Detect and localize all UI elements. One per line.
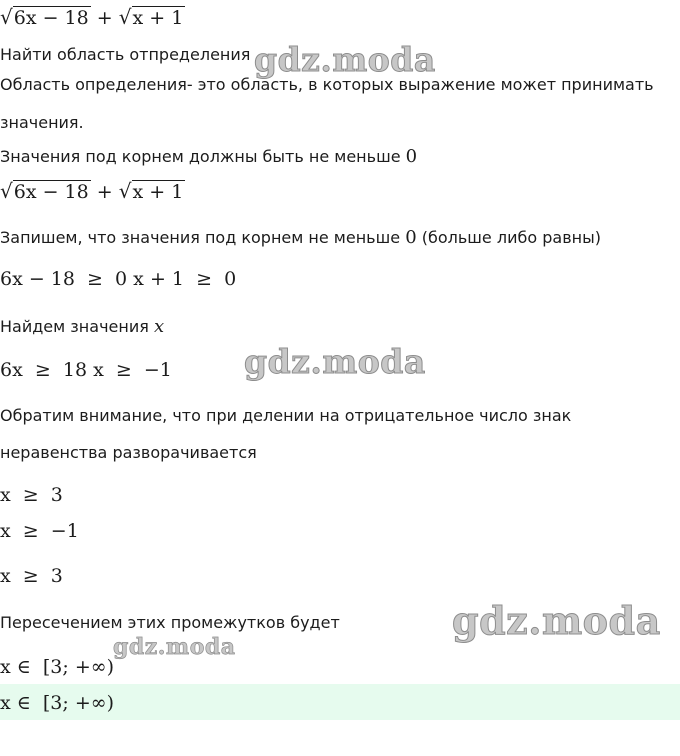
watermark-2: gdz.moda bbox=[244, 342, 426, 381]
result-line-1: x ≥ 3 bbox=[0, 484, 63, 506]
watermark-4: gdz.moda bbox=[113, 634, 236, 660]
plus-sign-b: + bbox=[96, 181, 113, 203]
under-root-text: Значения под корнем должны быть не меньше bbox=[0, 147, 401, 166]
find-x-text: Найдем значения bbox=[0, 317, 149, 336]
radicand-1b: 6x − 18 bbox=[13, 181, 89, 203]
radical-2: √x + 1 bbox=[118, 5, 184, 29]
find-x-line bbox=[0, 317, 164, 337]
write-text-after: (больше либо равны) bbox=[421, 228, 601, 247]
find-domain-text: Найти область отпределения bbox=[0, 45, 251, 64]
zero-value: 0 bbox=[405, 146, 418, 167]
result-line-3: x ≥ 3 bbox=[0, 565, 63, 587]
inequalities-line-2: 6x ≥ 18 x ≥ −1 bbox=[0, 359, 172, 381]
radical-1b: √6x − 18 bbox=[0, 179, 89, 203]
note-line-1: Обратим внимание, что при делении на отрицательное число знак bbox=[0, 406, 572, 425]
radicand-2b: x + 1 bbox=[132, 181, 184, 203]
answer-line-final: x ∈ [3; +∞) bbox=[0, 692, 114, 714]
x-symbol: x bbox=[153, 316, 165, 337]
under-root-line bbox=[0, 147, 417, 167]
definition-line-2: значения. bbox=[0, 113, 84, 132]
inequalities-line-1: 6x − 18 ≥ 0 x + 1 ≥ 0 bbox=[0, 268, 237, 290]
watermark-1: gdz.moda bbox=[254, 40, 436, 79]
note-line-2: неравенства разворачивается bbox=[0, 443, 257, 462]
plus-sign: + bbox=[96, 7, 113, 29]
intersection-text: Пересечением этих промежутков будет bbox=[0, 613, 340, 632]
result-line-2: x ≥ −1 bbox=[0, 520, 79, 542]
radicand-2: x + 1 bbox=[132, 7, 184, 29]
definition-line-1: Область определения- это область, в которых выражение может принимать bbox=[0, 75, 654, 94]
answer-line-1: x ∈ [3; +∞) bbox=[0, 656, 114, 678]
write-text-before: Запишем, что значения под корнем не меньше bbox=[0, 228, 401, 247]
expression-line-1 bbox=[0, 4, 185, 31]
zero-value-2: 0 bbox=[405, 227, 417, 248]
write-line bbox=[0, 228, 601, 248]
radical-1: √6x − 18 bbox=[0, 5, 89, 29]
watermark-3: gdz.moda bbox=[452, 598, 661, 643]
radical-2b: √x + 1 bbox=[118, 179, 184, 203]
radicand-1: 6x − 18 bbox=[13, 7, 89, 29]
expression-line-2 bbox=[0, 178, 185, 205]
